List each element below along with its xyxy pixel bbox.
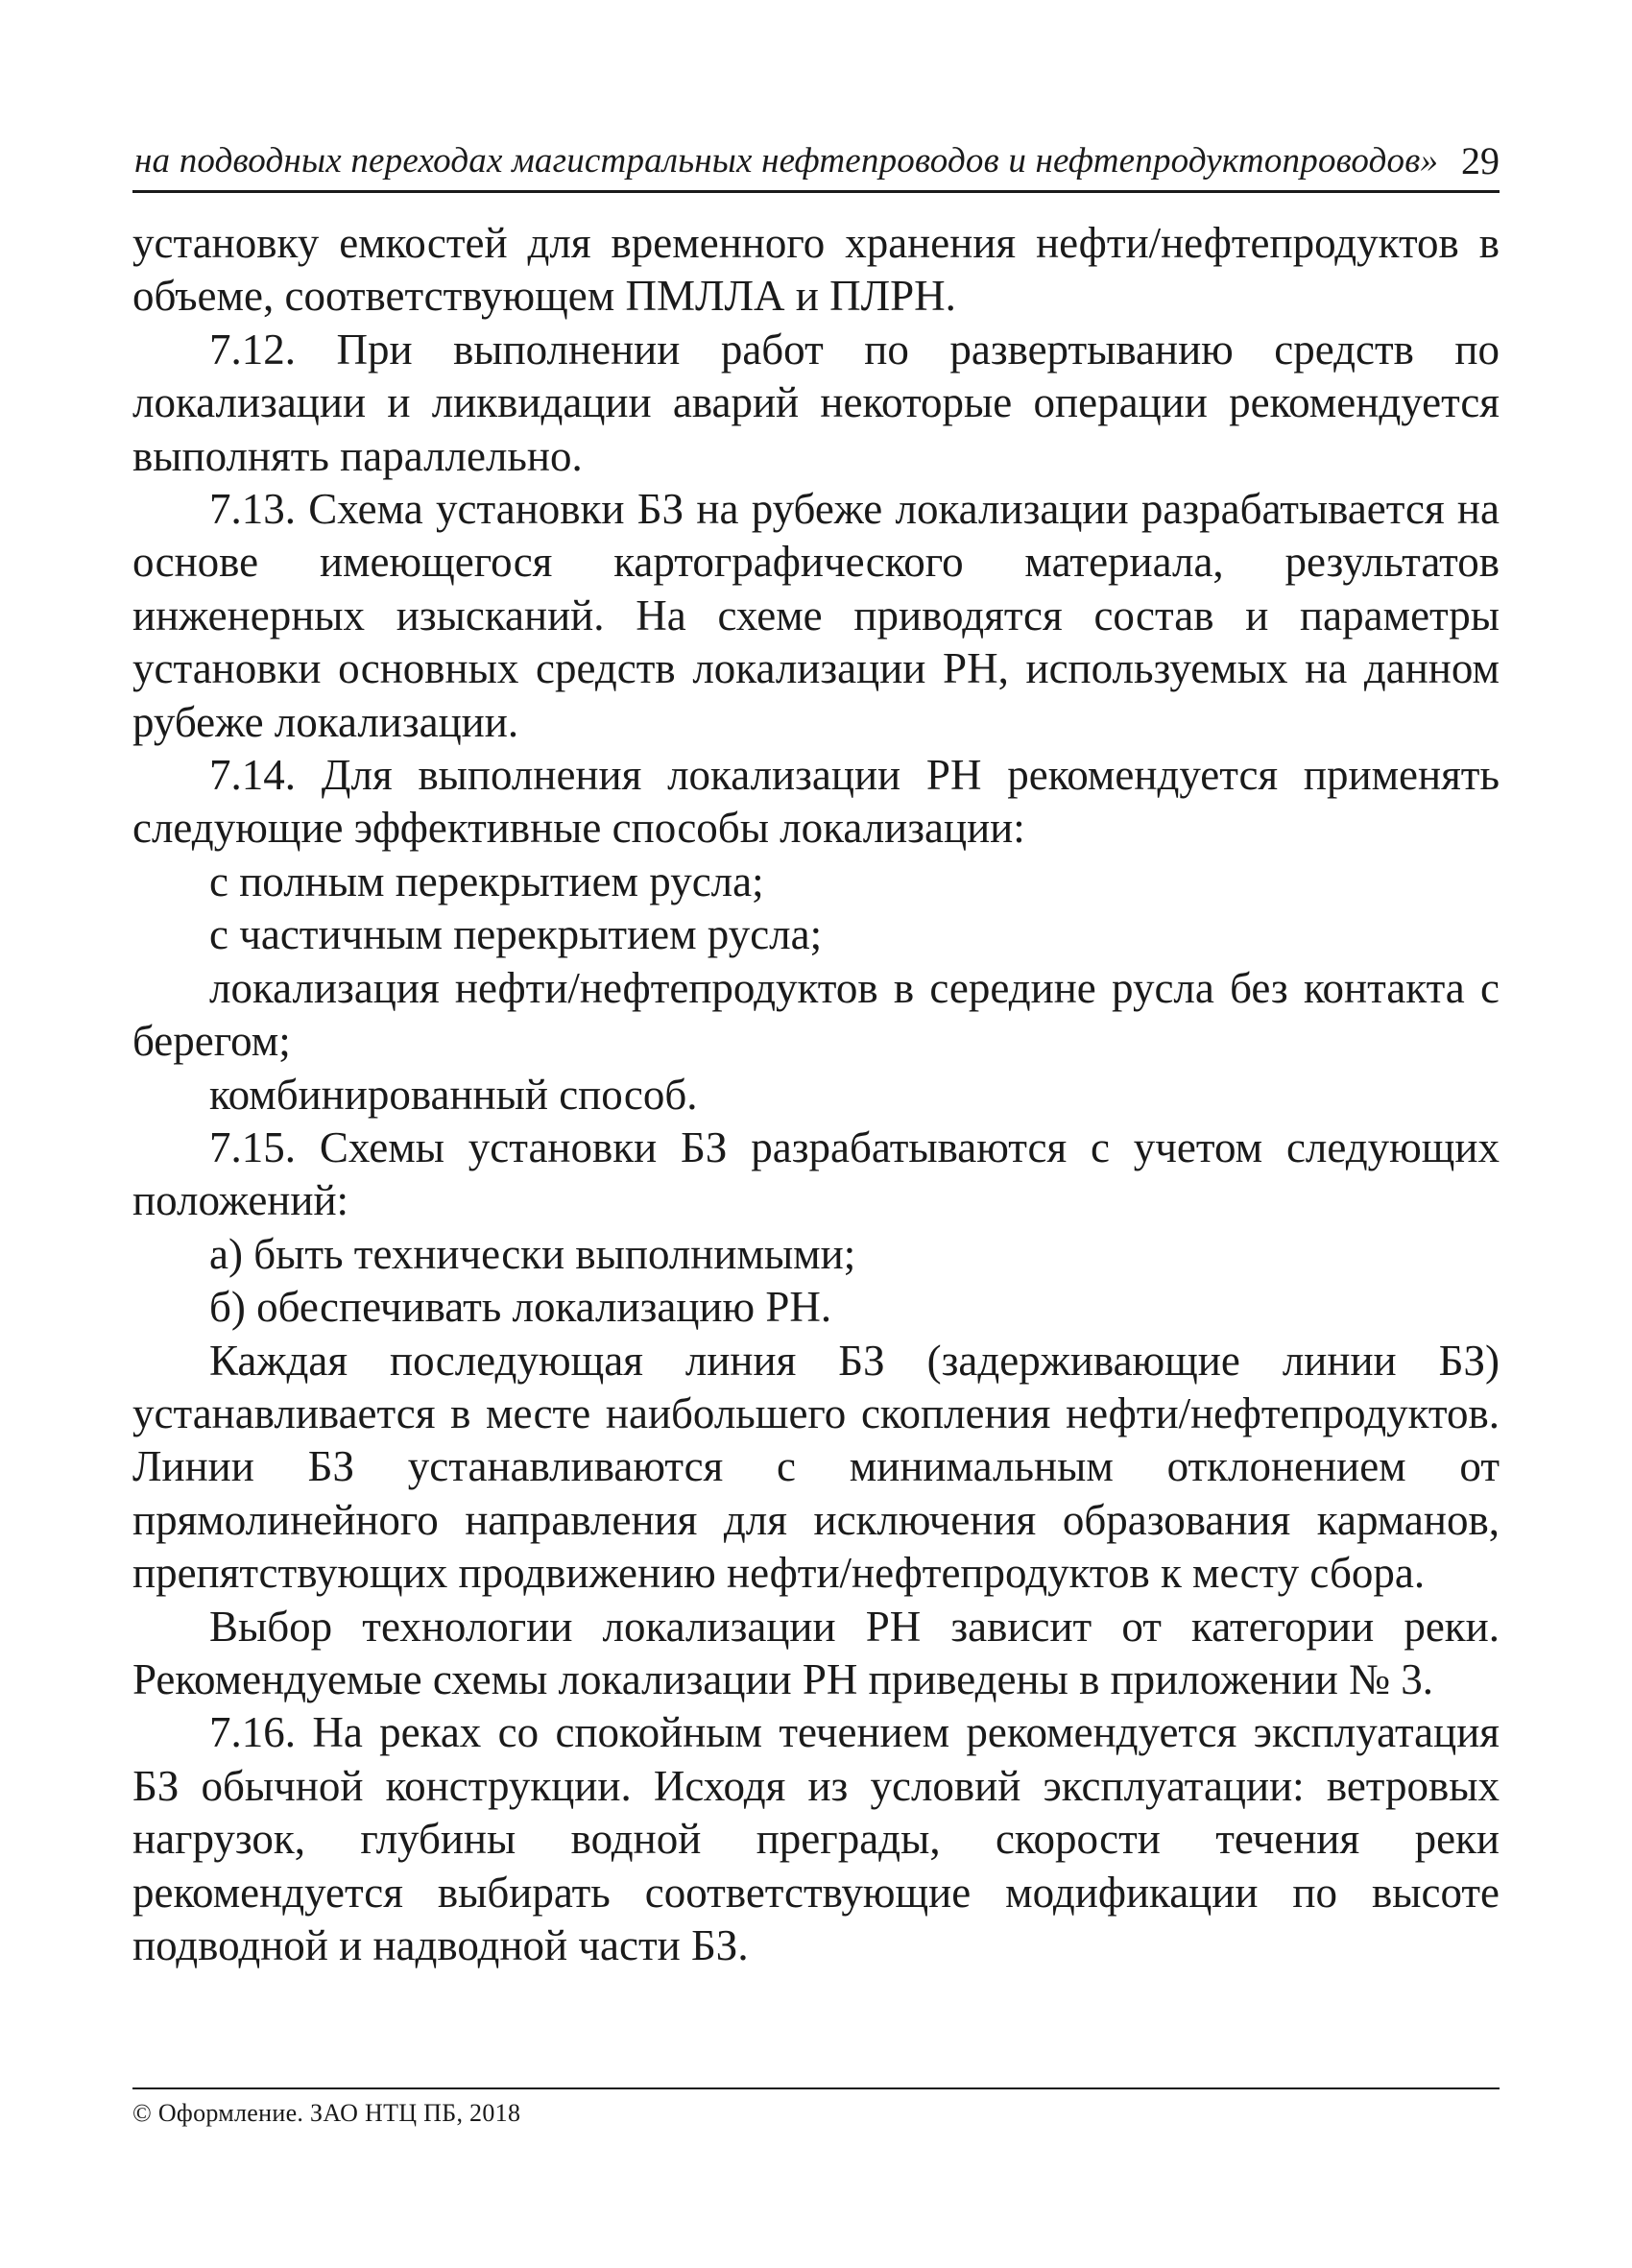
paragraph: установку емкостей для временного хранения нефти/нефтепродуктов в объеме, соответствующем ПМЛЛА и ПЛРН.	[132, 219, 1500, 321]
paragraph: 7.16. На реках со спокойным течением рекомендуется эксплуатация БЗ обычной конструкции. Исходя из условий эксплуатации: ветровых нагрузок, глубины водной преграды, скорости течения реки рекомендуется выбирать соответствующие модификации по высоте подводной и надводной части БЗ.	[132, 1708, 1500, 1969]
paragraph: 7.12. При выполнении работ по развертыванию средств по локализации и ликвидации аварий некоторые операции рекомендуется выполнять параллельно.	[132, 325, 1500, 480]
list-item: б) обеспечивать локализацию РН.	[209, 1283, 832, 1332]
running-header	[132, 134, 1500, 193]
page-footer	[132, 2087, 1500, 2128]
paragraph: 7.15. Схемы установки БЗ разрабатываются с учетом следующих положений:	[132, 1122, 1500, 1225]
list-item: комбинированный способ.	[209, 1070, 698, 1119]
copyright-notice: © Оформление. ЗАО НТЦ ПБ, 2018	[132, 2099, 521, 2127]
list-item: а) быть технически выполнимыми;	[209, 1229, 856, 1278]
paragraph: 7.13. Схема установки БЗ на рубеже локализации разрабатывается на основе имеющегося картографического материала, результатов инженерных изысканий. На схеме приводятся состав и параметры установки основных средств локализации РН, используемых на данном рубеже локализации.	[132, 485, 1500, 746]
paragraph: 7.14. Для выполнения локализации РН рекомендуется применять следующие эффективные способы локализации:	[132, 751, 1500, 853]
list-item: локализация нефти/нефтепродуктов в середине русла без контакта с берегом;	[132, 963, 1500, 1066]
body-text	[132, 217, 1500, 1972]
page-number: 29	[1461, 139, 1500, 182]
running-title: на подводных переходах магистральных нефтепроводов и нефтепродуктопроводов»	[134, 141, 1439, 181]
paragraph: Каждая последующая линия БЗ (задерживающие линии БЗ) устанавливается в месте наибольшего скопления нефти/нефтепродуктов. Линии БЗ устанавливаются с минимальным отклонением от прямолинейного направления для исключения образования карманов, препятствующих продвижению нефти/нефтепродуктов к месту сбора.	[132, 1336, 1500, 1598]
list-item: с полным перекрытием русла;	[209, 857, 764, 905]
document-page	[132, 134, 1500, 2170]
list-item: с частичным перекрытием русла;	[209, 910, 823, 959]
paragraph: Выбор технологии локализации РН зависит от категории реки. Рекомендуемые схемы локализации РН приведены в приложении № 3.	[132, 1602, 1500, 1703]
